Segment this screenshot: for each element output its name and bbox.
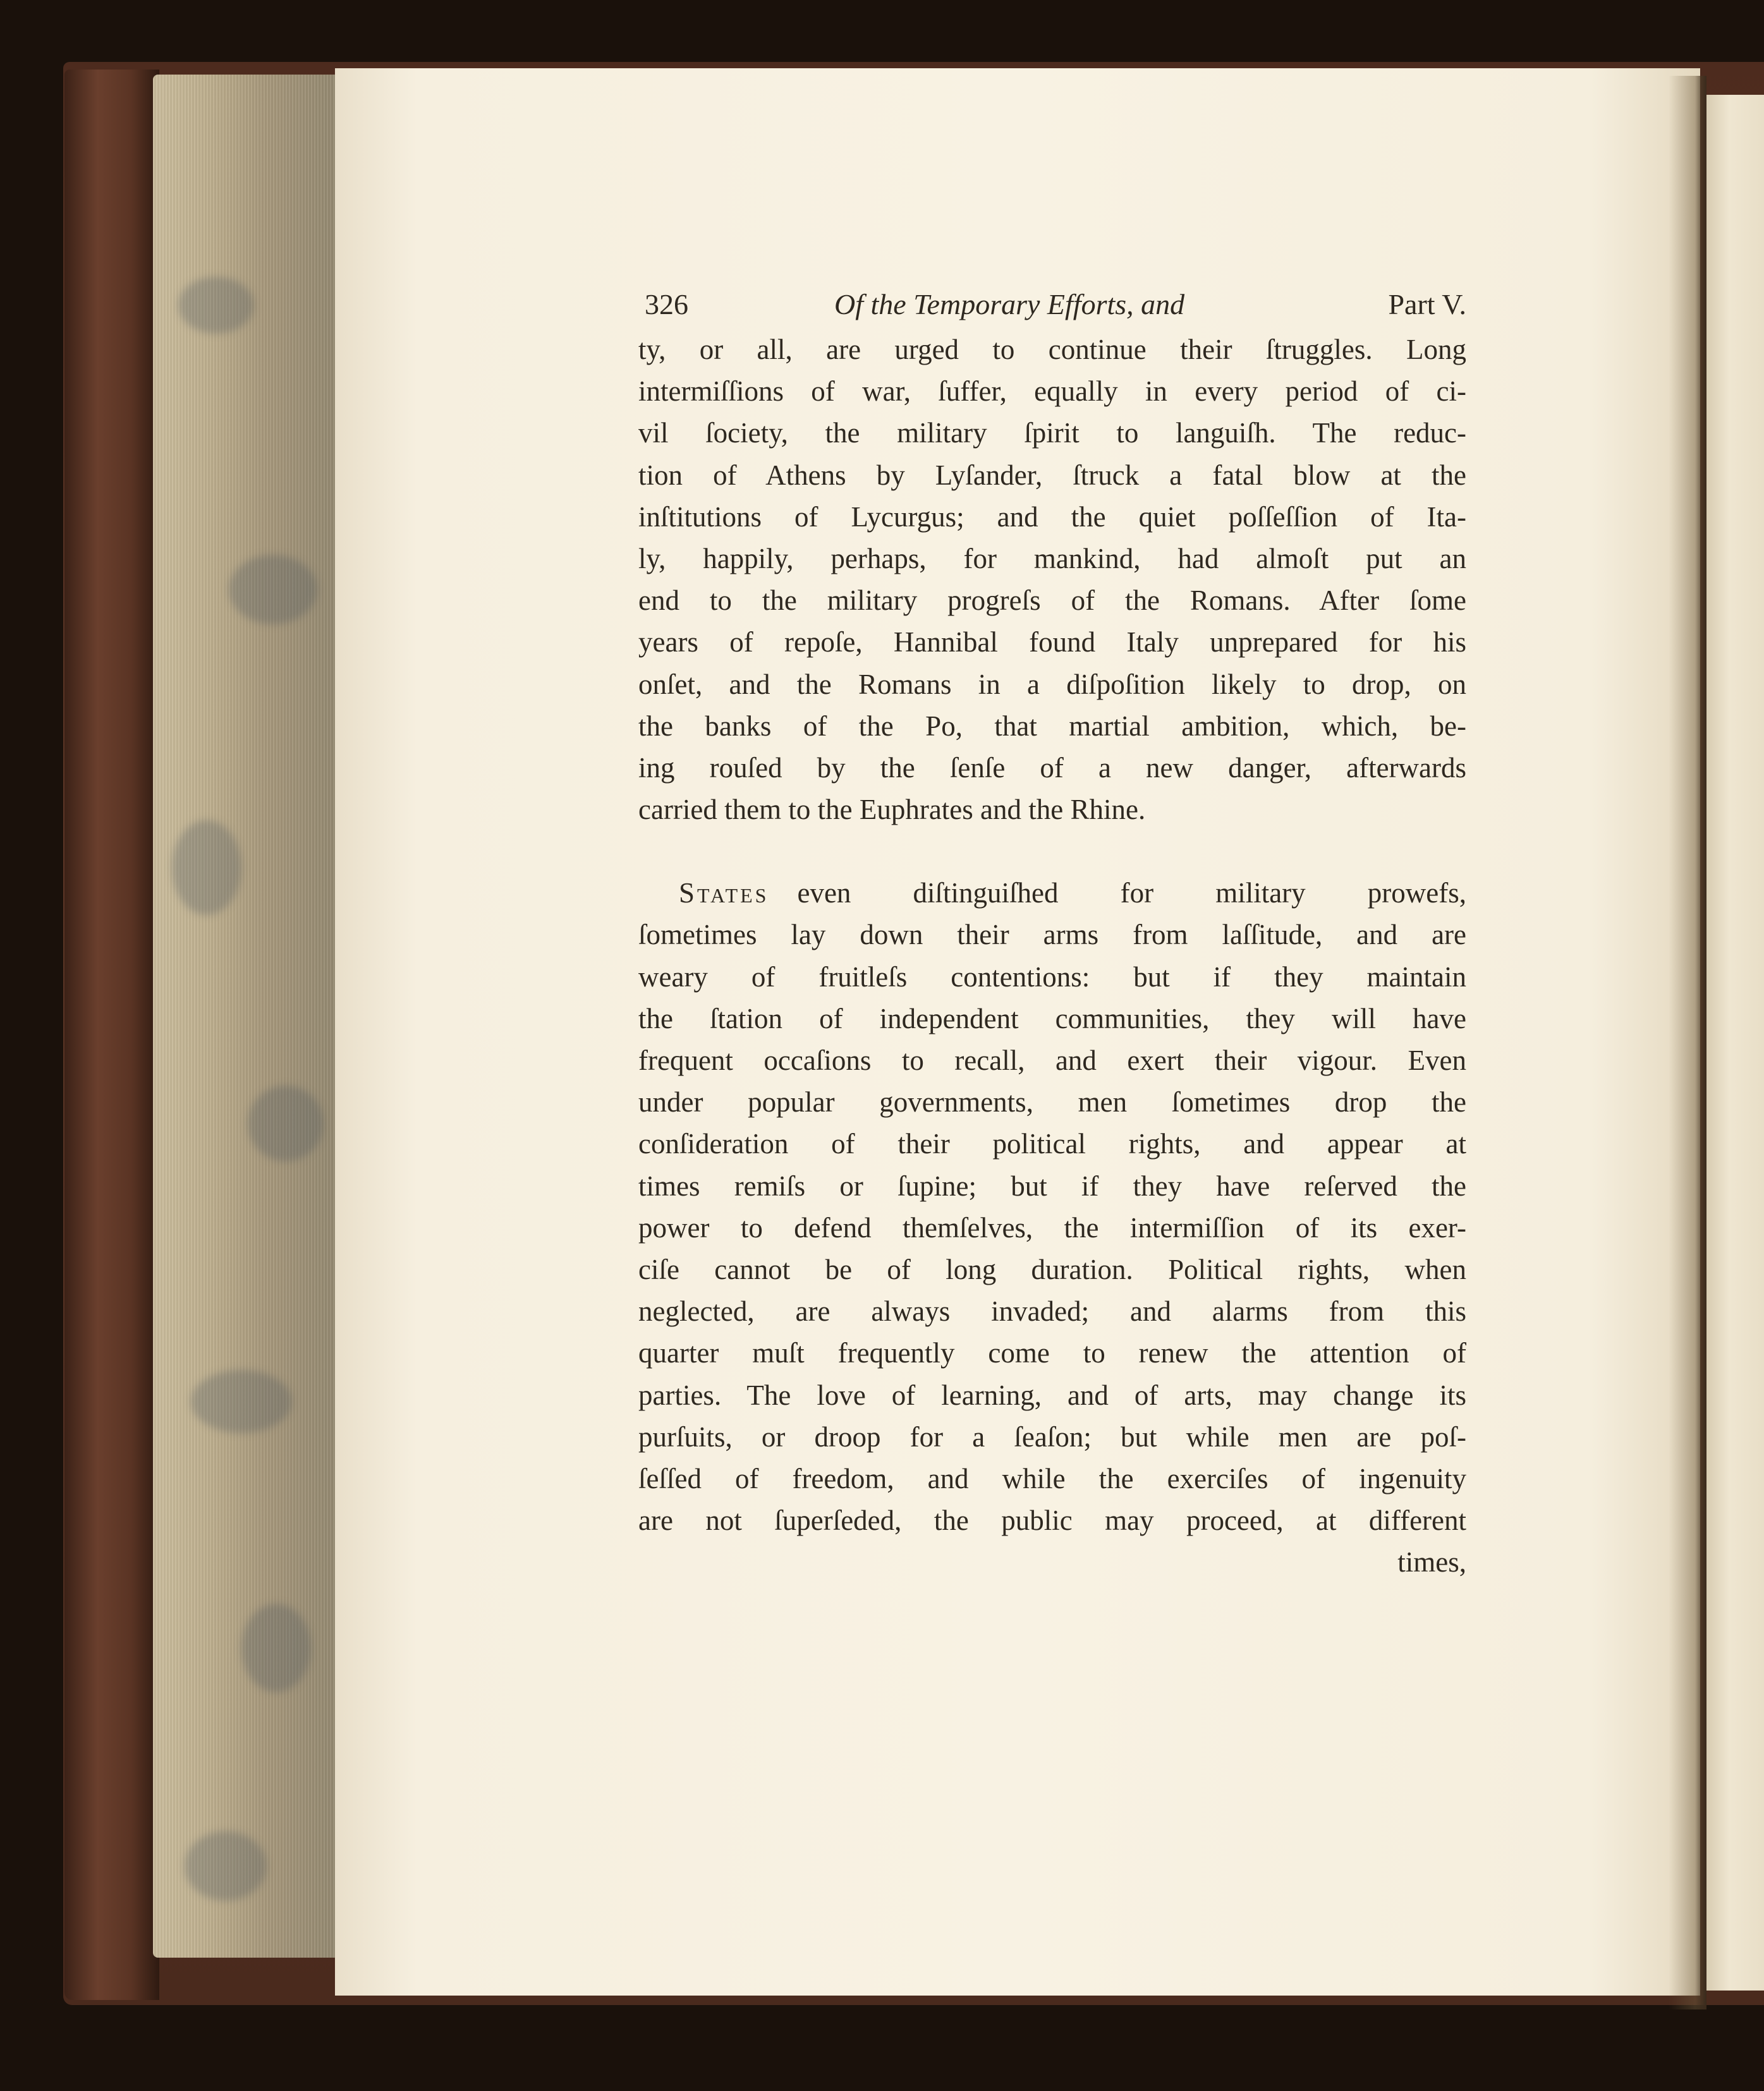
running-head [638, 284, 1466, 329]
text-line: times remiſs or ſupine; but if they have reſerved the [638, 1170, 1466, 1202]
text-line: tion of Athens by Lyſander, ſtruck a fatal blow at the [638, 459, 1466, 491]
page-number: 326 [645, 288, 688, 320]
text-line: vil ſociety, the military ſpirit to languiſh. The reduc- [638, 417, 1466, 449]
text-line: neglected, are always invaded; and alarms from this [638, 1295, 1466, 1328]
marbled-fore-edge [153, 75, 338, 1958]
text-line: ing rouſed by the ſenſe of a new danger, afterwards [638, 751, 1466, 784]
text-line: end to the military progreſs of the Romans. After ſome [638, 585, 1466, 617]
text-line: power to defend themſelves, the intermiſſion of its exer- [638, 1211, 1466, 1244]
running-title: Of the Temporary Efforts, and [834, 288, 1185, 320]
text-line: purſuits, or droop for a ſeaſon; but while men are poſ- [638, 1421, 1466, 1453]
text-line: ty, or all, are urged to continue their ſtruggles. Long [638, 334, 1466, 365]
text-line: the banks of the Po, that martial ambition, which, be- [638, 710, 1466, 742]
text-line: inſtitutions of Lycurgus; and the quiet poſſeſſion of Ita- [638, 500, 1466, 533]
text-line: ly, happily, perhaps, for mankind, had almoſt put an [638, 542, 1466, 574]
cover-board-edge [64, 70, 159, 2000]
catchword: times, [1397, 1546, 1466, 1579]
text-line: are not ſuperſeded, the public may proceed, at different [638, 1505, 1466, 1537]
part-label: Part V. [1388, 288, 1466, 320]
text-line: parties. The love of learning, and of arts, may change its [638, 1379, 1466, 1411]
text-line: ſometimes lay down their arms from laſſitude, and are [638, 919, 1466, 951]
text-line: conſideration of their political rights, and appear at [638, 1128, 1466, 1160]
text-line: onſet, and the Romans in a diſpoſition likely to drop, on [638, 668, 1466, 700]
text-line-rest: even diſtinguiſhed for military prowefs, [797, 877, 1466, 909]
text-line: quarter muſt frequently come to renew the attention of [638, 1337, 1466, 1369]
text-line: under popular governments, men ſometimes drop the [638, 1086, 1466, 1118]
lead-word: States [679, 877, 769, 909]
paragraph-2 [638, 872, 1466, 1541]
text-line: ciſe cannot be of long duration. Political rights, when [638, 1253, 1466, 1285]
text-line: weary of fruitleſs contentions: but if they maintain [638, 961, 1466, 993]
page-text [638, 284, 1466, 1583]
paragraph-1 [638, 329, 1466, 830]
text-line: years of repoſe, Hannibal found Italy unprepared for his [638, 626, 1466, 658]
text-line: intermiſſions of war, ſuffer, equally in every period of ci- [638, 375, 1466, 408]
paragraph-gap [638, 830, 1466, 872]
text-line: the ſtation of independent communities, they will have [638, 1002, 1466, 1034]
text-line-first [638, 872, 1466, 914]
text-line: ſeſſed of freedom, and while the exerciſes of ingenuity [638, 1462, 1466, 1494]
text-line: frequent occaſions to recall, and exert their vigour. Even [638, 1045, 1466, 1076]
text-line: carried them to the Euphrates and the Rhine. [638, 794, 1146, 826]
facing-page-edge [1706, 95, 1764, 1991]
page-gutter [1669, 76, 1706, 2009]
